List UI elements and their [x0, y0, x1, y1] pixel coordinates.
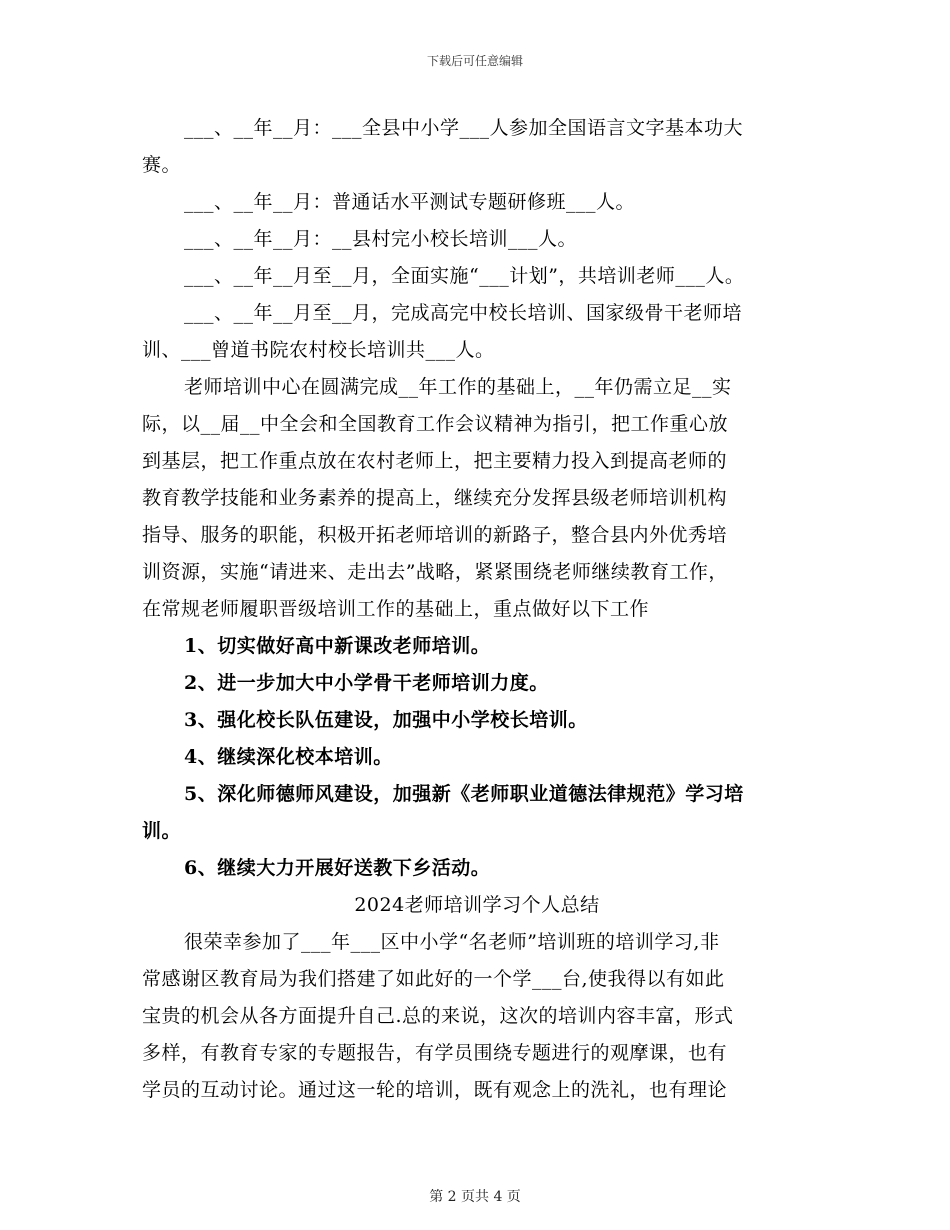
- text-line: ___、__年__月至__月，全面实施“___计划”，共培训老师___人。: [184, 265, 745, 287]
- text-line: 宝贵的机会从各方面提升自己.总的来说，这次的培训内容丰富，形式: [142, 1005, 734, 1027]
- text-line: 在常规老师履职晋级培训工作的基础上，重点做好以下工作: [142, 598, 650, 620]
- text-line: 训资源，实施“请进来、走出去”战略，紧紧围绕老师继续教育工作，: [142, 561, 728, 583]
- text-line: ___、__年__月：___全县中小学___人参加全国语言文字基本功大: [184, 117, 744, 139]
- text-line: 老师培训中心在圆满完成__年工作的基础上，__年仍需立足__实: [184, 376, 732, 398]
- section-title: 2024老师培训学习个人总结: [354, 894, 600, 916]
- text-line: 赛。: [142, 154, 182, 176]
- list-item: 3、强化校长队伍建设，加强中小学校长培训。: [184, 709, 588, 731]
- list-item: 5、深化师德师风建设，加强新《老师职业道德法律规范》学习培: [184, 783, 744, 805]
- text-line: 很荣幸参加了___年___区中小学“名老师”培训班的培训学习,非: [184, 931, 720, 953]
- text-line: ___、__年__月至__月，完成高完中校长培训、国家级骨干老师培: [184, 302, 743, 324]
- document-body: [142, 110, 812, 1109]
- text-line: ___、__年__月：普通话水平测试专题研修班___人。: [184, 191, 636, 213]
- text-line: 训、___曾道书院农村校长培训共___人。: [142, 339, 495, 361]
- text-line: 到基层，把工作重点放在农村老师上，把主要精力投入到提高老师的: [142, 450, 728, 472]
- page-header-note: 下载后可任意编辑: [426, 54, 523, 68]
- page-number-footer: 第 2 页共 4 页: [429, 1189, 521, 1205]
- text-line: 际，以__届__中全会和全国教育工作会议精神为指引，把工作重心放: [142, 413, 729, 435]
- list-item: 1、切实做好高中新课改老师培训。: [184, 635, 491, 657]
- list-item: 4、继续深化校本培训。: [184, 746, 393, 768]
- text-line: 学员的互动讨论。通过这一轮的培训，既有观念上的洗礼，也有理论: [142, 1079, 728, 1101]
- text-line: 指导、服务的职能，积极开拓老师培训的新路子，整合县内外优秀培: [142, 524, 728, 546]
- list-item: 2、进一步加大中小学骨干老师培训力度。: [184, 672, 549, 694]
- text-line: 教育教学技能和业务素养的提高上，继续充分发挥县级老师培训机构: [142, 487, 728, 509]
- list-item: 6、继续大力开展好送教下乡活动。: [184, 857, 491, 879]
- text-line: 常感谢区教育局为我们搭建了如此好的一个学___台,使我得以有如此: [142, 968, 725, 990]
- list-item: 训。: [142, 820, 182, 842]
- text-line: ___、__年__月：__县村完小校长培训___人。: [184, 228, 578, 250]
- text-line: 多样，有教育专家的专题报告，有学员围绕专题进行的观摩课，也有: [142, 1042, 728, 1064]
